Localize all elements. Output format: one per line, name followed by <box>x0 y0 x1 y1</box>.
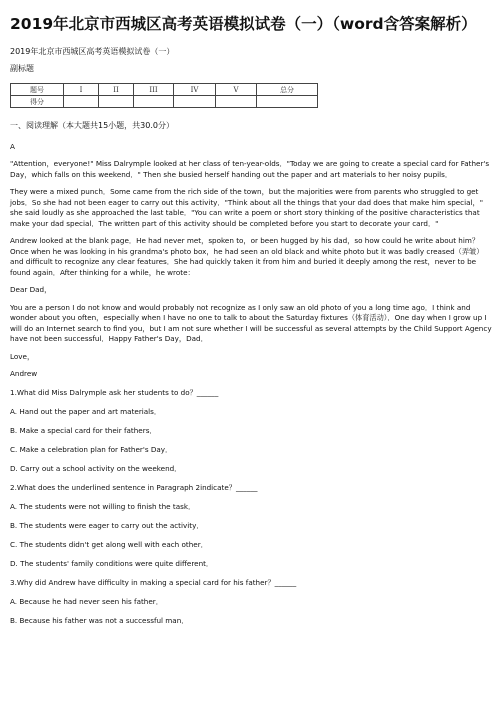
document-subtitle: 2019年北京市西城区高考英语模拟试卷（一） <box>10 47 175 56</box>
answer-option: C. Make a celebration plan for Father's Day． <box>10 445 173 454</box>
answer-option: D. The students' family conditions were quite different． <box>10 559 214 568</box>
score-table-score-row <box>11 96 318 108</box>
score-cell: 总分 <box>257 84 318 96</box>
score-cell <box>174 96 216 108</box>
question-stem: 3.Why did Andrew have difficulty in making a special card for his father？______ <box>10 578 297 587</box>
letter-signature: Andrew <box>10 369 38 378</box>
subheading: 副标题 <box>10 64 34 73</box>
score-cell <box>99 96 134 108</box>
passage-label: A <box>10 142 15 151</box>
score-table <box>10 83 318 108</box>
score-cell <box>216 96 257 108</box>
answer-option: B. The students were eager to carry out the activity． <box>10 521 204 530</box>
paragraph: "Attention，everyone!" Miss Dalrymple looked at her class of ten-year-olds．"Today we are going to create a special card for Father's Day，which falls on this weekend．" Then she busied herself handing out the paper and art materials to her noisy pupils． <box>10 159 490 179</box>
score-cell: I <box>64 84 99 96</box>
section-title: 一、阅读理解（本大题共15小题，共30.0分） <box>10 121 174 130</box>
score-cell <box>134 96 174 108</box>
score-cell <box>64 96 99 108</box>
paragraph: They were a mixed punch．Some came from the rich side of the town，but the majorities were from parents who struggled to get jobs．So she had not been eager to carry out this activity．"Think about all the things that your dad does that make him special，" she said loudly as she approached the last table．"You can write a poem or short story thinking of the positive characteristics that make your dad special．The written part of this activity should be completed before you start to decorate your card．" <box>10 187 484 228</box>
letter-body: You are a person I do not know and would probably not recognize as I only saw an old photo of you a long time ago．I think and wonder about you often，especially when I have no one to talk to about the Saturday fixtures（体育活动）．One day when I grow up I will do an Internet search to find you，but I am not sure whether I will be successful as several attempts by the Child Support Agency have not been successful．Happy Father's Day，Dad． <box>10 302 492 343</box>
score-cell: 得分 <box>11 96 64 108</box>
paragraph: Andrew looked at the blank page．He had never met，spoken to，or been hugged by his dad，so how could he write about him？Once when he was looking in his grandma's photo box，he had seen an old black and white photo but it was badly creased（弄皱）and difficult to recognize any clear features．She had quickly taken it from him and buried it deeply among the rest，never to be found again．After thinking for a while，he wrote： <box>10 236 484 277</box>
score-cell: IV <box>174 84 216 96</box>
answer-option: A. Hand out the paper and art materials． <box>10 407 162 416</box>
answer-option: D. Carry out a school activity on the weekend． <box>10 464 182 473</box>
answer-option: B. Because his father was not a successful man． <box>10 616 189 625</box>
answer-option: B. Make a special card for their fathers． <box>10 426 157 435</box>
score-cell: 题号 <box>11 84 64 96</box>
score-cell: V <box>216 84 257 96</box>
question-stem: 2.What does the underlined sentence in Paragraph 2indicate？______ <box>10 483 258 492</box>
letter-closing: Love， <box>10 351 35 361</box>
question-stem: 1.What did Miss Dalrymple ask her students to do？______ <box>10 388 219 397</box>
answer-option: A. Because he had never seen his father． <box>10 597 163 606</box>
score-cell <box>257 96 318 108</box>
answer-option: C. The students didn't get along well with each other． <box>10 540 208 549</box>
document-title: 2019年北京市西城区高考英语模拟试卷（一）（word含答案解析） <box>10 15 477 33</box>
letter-greeting: Dear Dad， <box>10 285 52 294</box>
score-table-header-row <box>11 84 318 96</box>
score-cell: II <box>99 84 134 96</box>
answer-option: A. The students were not willing to finish the task． <box>10 502 196 511</box>
score-cell: III <box>134 84 174 96</box>
